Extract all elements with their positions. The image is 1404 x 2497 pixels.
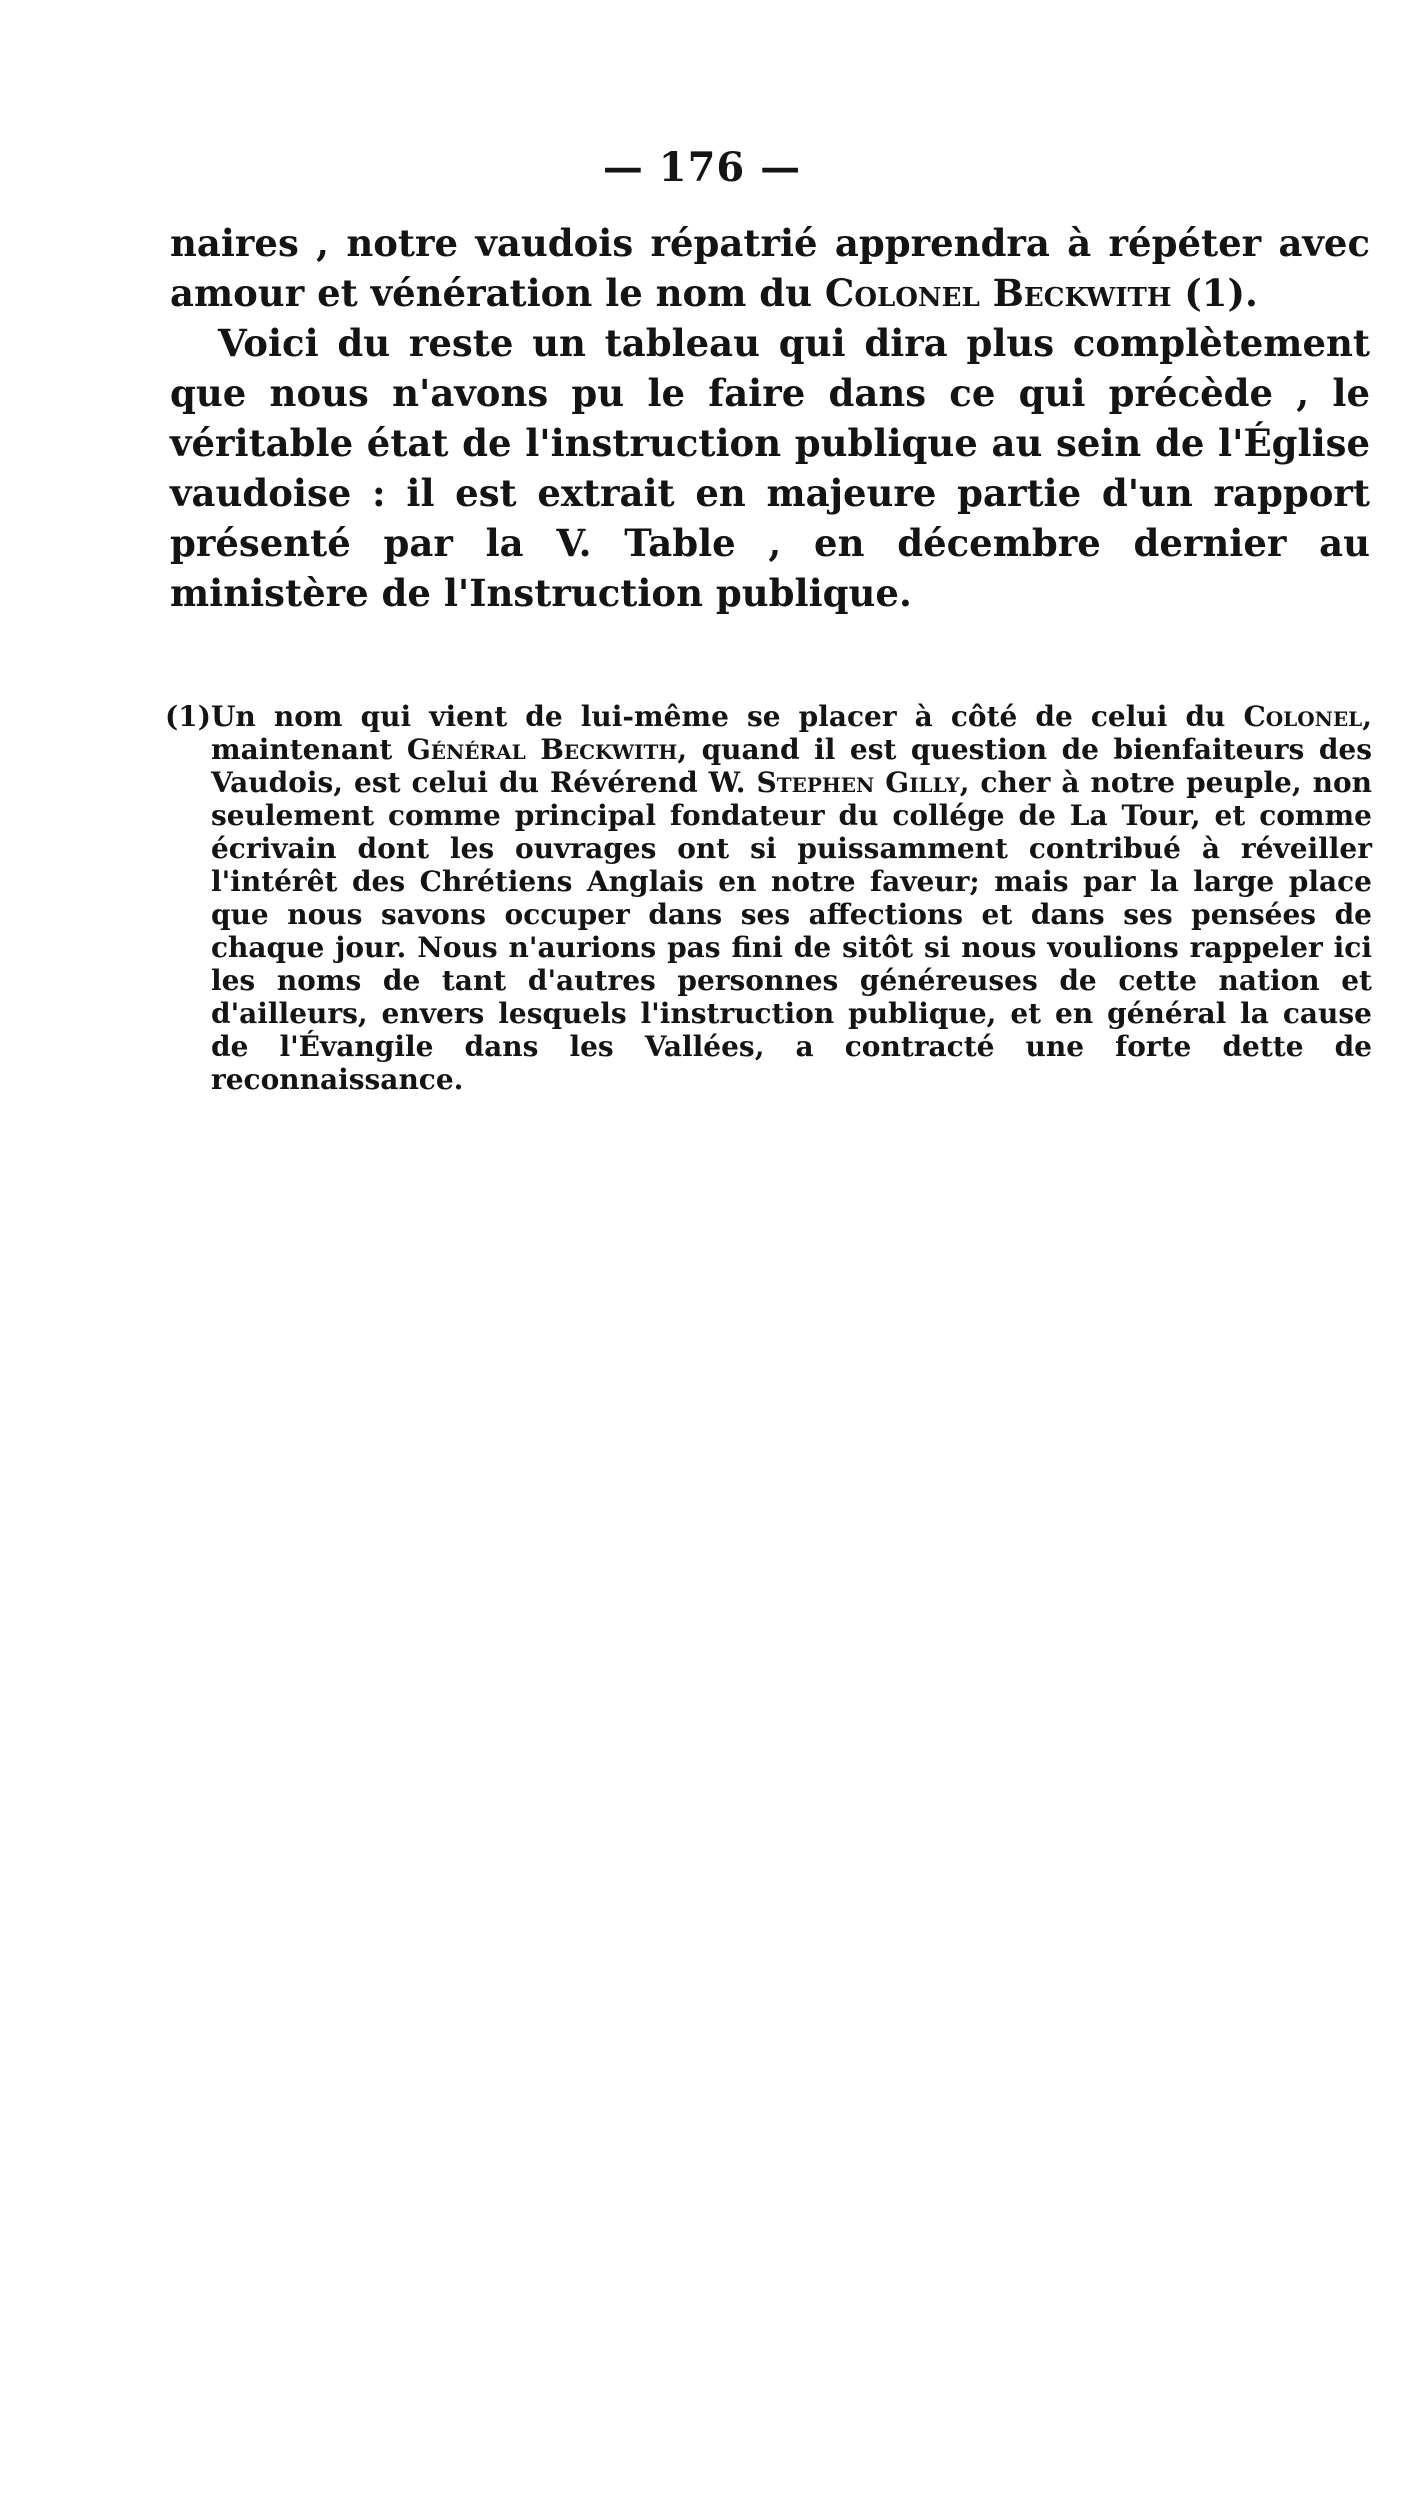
main-text (170, 218, 1370, 618)
footnote-name-general-beckwith: Général Beckwith (406, 733, 678, 766)
paragraph-1 (170, 218, 1370, 318)
footnote-name-stephen-gilly: Stephen Gilly (756, 766, 960, 799)
footnote-text (211, 700, 1372, 1096)
footnote-text-1: Un nom qui vient de lui-même se placer à côté de celui du (210, 700, 1244, 733)
footnote-text-3: , quand il est question de bienfaiteurs des Vaudois, est celui du Révérend W. (210, 733, 1372, 799)
footnote-text-2: maintenant (210, 733, 407, 766)
page-number: — 176 — (602, 144, 802, 191)
footnote-marker: (1) (165, 700, 211, 733)
paragraph-1-text: naires , notre vaudois répatrié apprendra à répéter avec amour et vénération le nom du (170, 221, 1370, 315)
footnote-text-4: , cher à notre peuple, non seulement comme principal fondateur du collége de La Tour, et comme écrivain dont les ouvrages ont si puissamment contribué à réveiller l'intérêt des Chrétiens Anglais en notre faveur; mais par la large place que nous savons occuper dans ses affections et dans ses pensées de chaque jour. Nous n'aurions pas fini de sitôt si nous voulions rappeler ici les noms de tant d'autres personnes généreuses de cette nation et d'ailleurs, envers lesquels l'instruction publique, et en général la cause de l'Évangile dans les Vallées, a contracté une forte dette de reconnaissance. (210, 766, 1372, 1096)
footnote-row (165, 700, 1372, 1096)
footnote-reference: (1). (1171, 271, 1258, 315)
paragraph-2: Voici du reste un tableau qui dira plus complètement que nous n'avons pu le faire dans ce qui précède , le véritable état de l'instruction publique au sein de l'Église vaudoise : il est extrait en majeure partie d'un rapport présenté par la V. Table , en décembre dernier au ministère de l'Instruction publique. (170, 321, 1370, 615)
footnote-name-colonel: Colonel, (1243, 700, 1372, 733)
footnote (165, 700, 1372, 1096)
colonel-beckwith-name: Colonel Beckwith (824, 271, 1172, 315)
